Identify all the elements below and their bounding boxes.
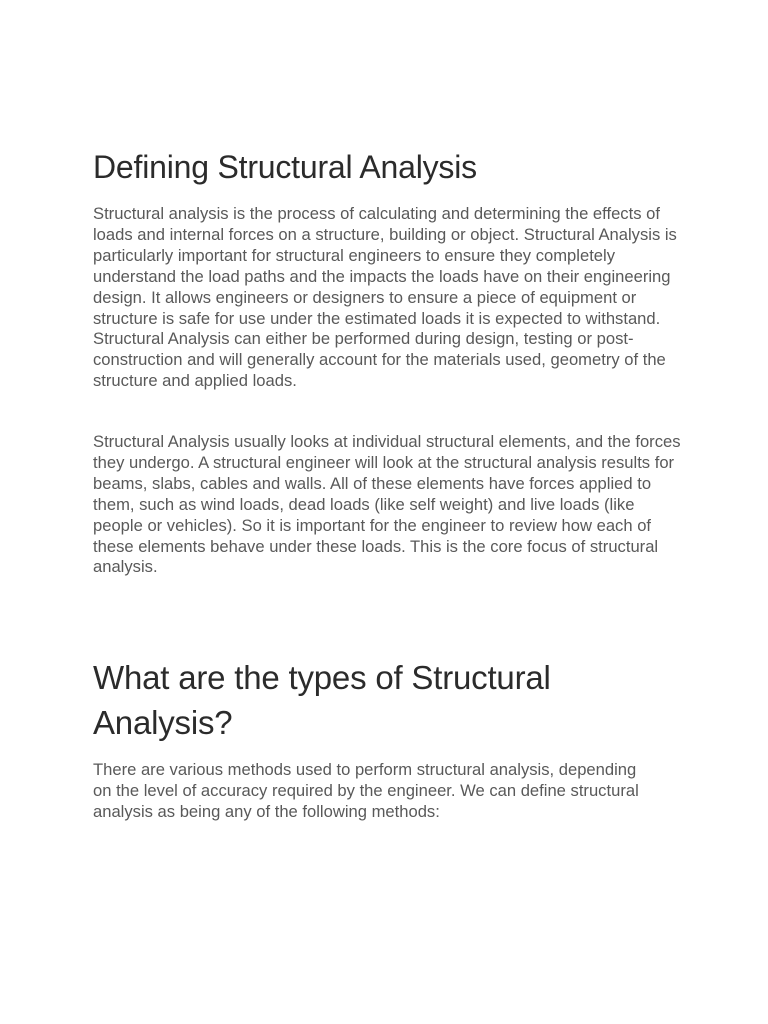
paragraph-methods-intro: There are various methods used to perform structural analysis, depending on the level of accuracy required by the engineer. We can define structural analysis as being any of the following methods: — [93, 760, 639, 821]
paragraph-definition: Structural analysis is the process of calculating and determining the effects of loads and internal forces on a structure, building or object. Structural Analysis is particularly important for structural engineers to ensure they completely understand the load paths and the impacts the loads have on their engineering design. It allows engineers or designers to ensure a piece of equipment or structure is safe for use under the estimated loads it is expected to withstand. Structural Analysis can either be performed during design, testing or post-construction and will generally account for the materials used, geometry of the structure and applied loads. — [93, 204, 677, 391]
section-heading-defining-structural-analysis: Defining Structural Analysis — [93, 149, 477, 185]
paragraph-structural-elements: Structural Analysis usually looks at individual structural elements, and the forces they undergo. A structural engineer will look at the structural analysis results for beams, slabs, cables and walls. All of these elements have forces applied to them, such as wind loads, dead loads (like self weight) and live loads (like people or vehicles). So it is important for the engineer to review how each of these elements behave under these loads. This is the core focus of structural analysis. — [93, 432, 681, 577]
section-heading-types-of-structural-analysis: What are the types of Structural Analysis? — [93, 659, 551, 741]
